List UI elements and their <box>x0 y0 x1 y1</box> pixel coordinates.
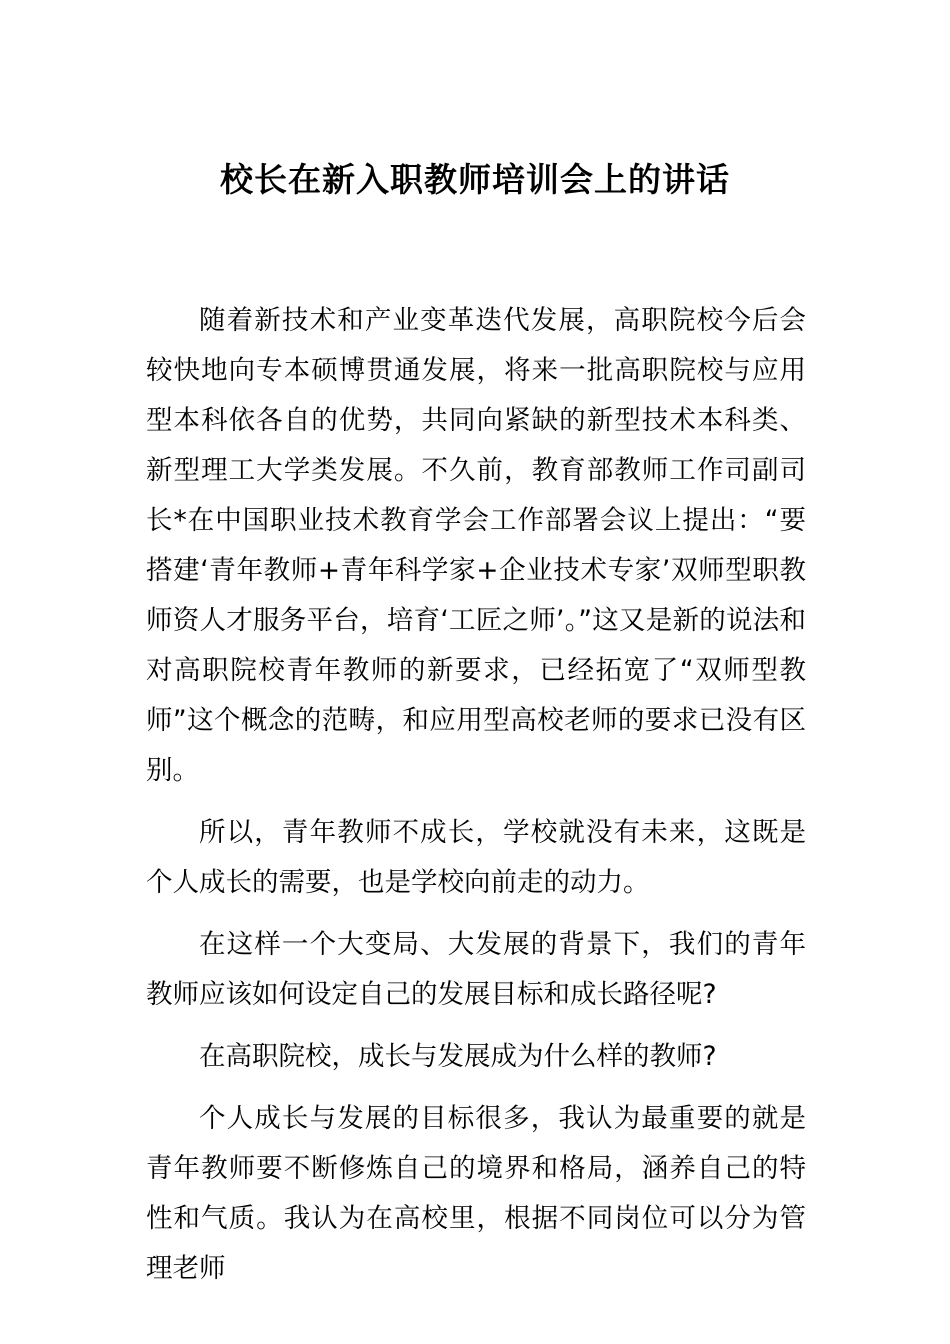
paragraph: 随着新技术和产业变革迭代发展，高职院校今后会较快地向专本硕博贯通发展，将来一批高职院校与应用型本科依各自的优势，共同向紧缺的新型技术本科类、新型理工大学类发展。不久前，教育部教师工作司副司长*在中国职业技术教育学会工作部署会议上提出：“要搭建‘青年教师+青年科学家+企业技术专家’双师型职教师资人才服务平台，培育‘工匠之师’。”这又是新的说法和对高职院校青年教师的新要求，已经拓宽了“双师型教师”这个概念的范畴，和应用型高校老师的要求已没有区别。 <box>146 305 806 786</box>
paragraph: 个人成长与发展的目标很多，我认为最重要的就是青年教师要不断修炼自己的境界和格局，涵养自己的特性和气质。我认为在高校里，根据不同岗位可以分为管理老师 <box>146 1103 806 1284</box>
paragraph: 在这样一个大变局、大发展的背景下，我们的青年教师应该如何设定自己的发展目标和成长路径呢? <box>146 929 806 1010</box>
document-body <box>146 296 806 1306</box>
paragraph: 所以，青年教师不成长，学校就没有未来，这既是个人成长的需要，也是学校向前走的动力。 <box>146 817 806 898</box>
document-title: 校长在新入职教师培训会上的讲话 <box>220 160 730 199</box>
paragraph: 在高职院校，成长与发展成为什么样的教师? <box>199 1041 717 1072</box>
